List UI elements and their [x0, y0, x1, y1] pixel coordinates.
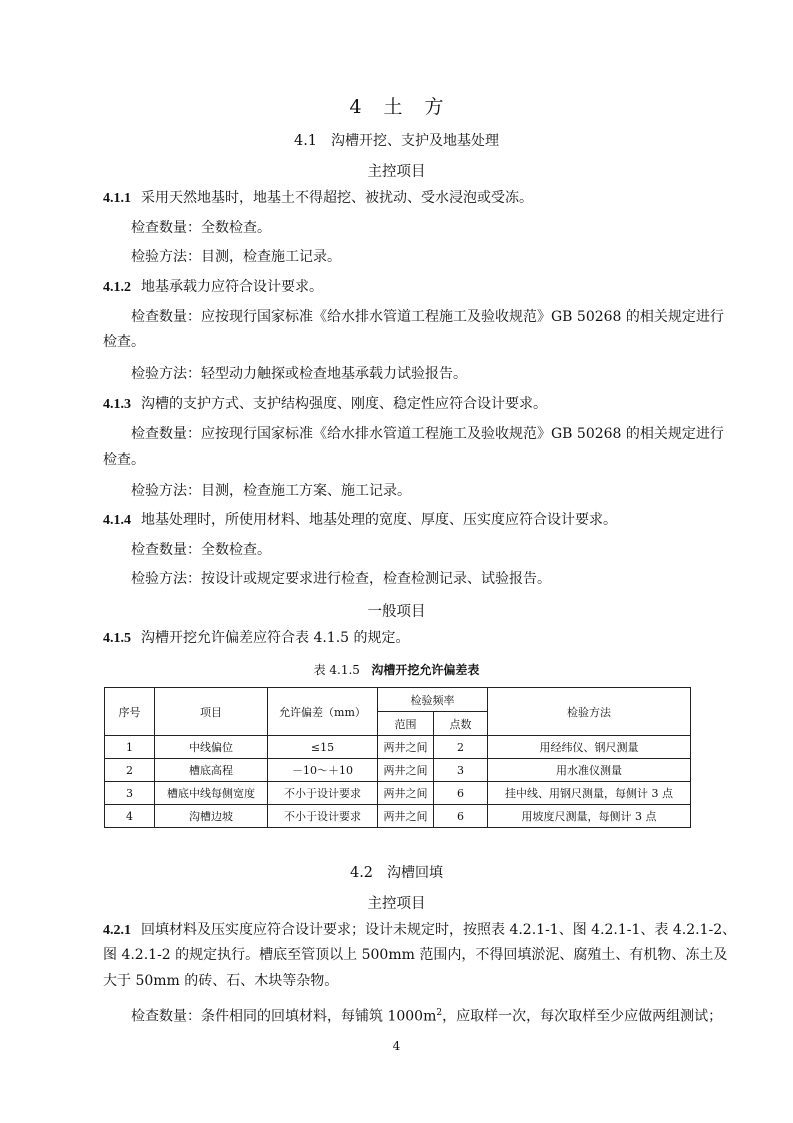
- section-4-2-title: [0, 862, 793, 882]
- header-range: 范围: [378, 712, 434, 736]
- cell-range: 两井之间: [378, 782, 434, 805]
- cell-range: 两井之间: [378, 759, 434, 782]
- section-number: 4.1: [293, 133, 318, 149]
- header-item: 项目: [155, 688, 268, 736]
- section-number: 4.2: [349, 865, 374, 881]
- clause-4-1-5: [103, 629, 693, 648]
- cell-method: 挂中线、用钢尺测量，每侧计 3 点: [488, 782, 691, 805]
- cell-method: 用水准仪测量: [488, 759, 691, 782]
- inspection-quantity: 检查数量：应按现行国家标准《给水排水管道工程施工及验收规范》GB 50268 的相关规定进行: [131, 309, 724, 325]
- table-row: [105, 736, 691, 759]
- inspection-method: 检验方法：目测，检查施工方案、施工记录。: [131, 483, 411, 499]
- header-points: 点数: [434, 712, 488, 736]
- clause-text: 回填材料及压实度应符合设计要求；设计未规定时，按照表 4.2.1-1、图 4.2.1-1、表 4.2.1-2、: [141, 922, 737, 938]
- header-frequency: 检验频率: [378, 688, 488, 712]
- inspection-method: 检验方法：目测，检查施工记录。: [131, 249, 341, 265]
- header-seq: 序号: [105, 688, 155, 736]
- qty-superscript: 2: [436, 1008, 443, 1018]
- inspection-quantity: 检查数量：全数检查。: [131, 542, 271, 558]
- deviation-table: [104, 687, 691, 828]
- clause-id: 4.2.1: [103, 923, 131, 938]
- clause-id: 4.1.2: [103, 280, 131, 295]
- table-caption: [0, 661, 793, 678]
- section-title: 沟槽开挖、支护及地基处理: [331, 133, 500, 149]
- page-number: 4: [392, 1039, 401, 1053]
- clause-4-1-3: [103, 395, 693, 414]
- cell-item: 沟槽边坡: [155, 805, 268, 828]
- cell-tolerance: 不小于设计要求: [268, 782, 378, 805]
- cell-points: 6: [434, 805, 488, 828]
- table-row: [105, 782, 691, 805]
- general-items-heading: 一般项目: [367, 604, 426, 620]
- cell-method: 用坡度尺测量，每侧计 3 点: [488, 805, 691, 828]
- main-items-heading: 主控项目: [367, 896, 426, 912]
- inspection-quantity: [131, 1004, 723, 1026]
- cell-item: 槽底高程: [155, 759, 268, 782]
- clause-id: 4.1.1: [103, 191, 131, 206]
- clause-4-2-1: [103, 921, 737, 940]
- inspection-quantity-cont: 检查。: [103, 452, 145, 468]
- inspection-quantity-cont: 检查。: [103, 334, 145, 350]
- section-4-1-title: [0, 130, 793, 150]
- clause-id: 4.1.3: [103, 397, 131, 412]
- section-title: 沟槽回填: [387, 865, 444, 881]
- clause-id: 4.1.5: [103, 631, 131, 646]
- clause-text: 采用天然地基时，地基土不得超挖、被扰动、受水浸泡或受冻。: [141, 190, 533, 206]
- qty-text-b: ，应取样一次，每次取样至少应做两组测试；: [442, 1008, 723, 1025]
- cell-item: 槽底中线每侧宽度: [155, 782, 268, 805]
- clause-id: 4.1.4: [103, 513, 131, 528]
- cell-seq: 1: [105, 736, 155, 759]
- clause-4-1-1: [103, 189, 693, 208]
- cell-item: 中线偏位: [155, 736, 268, 759]
- clause-text: 沟槽开挖允许偏差应符合表 4.1.5 的规定。: [141, 630, 410, 646]
- clause-4-1-2: [103, 278, 693, 297]
- inspection-quantity: 检查数量：全数检查。: [131, 220, 271, 236]
- header-method: 检验方法: [488, 688, 691, 736]
- inspection-method: 检验方法：按设计或规定要求进行检查，检查检测记录、试验报告。: [131, 571, 551, 587]
- cell-tolerance: －10～＋10: [268, 759, 378, 782]
- table-caption-number: 表 4.1.5: [313, 663, 360, 677]
- header-tolerance: 允许偏差（mm）: [268, 688, 378, 736]
- qty-text-a: 检查数量：条件相同的回填材料，每铺筑 1000m: [131, 1008, 437, 1025]
- cell-points: 2: [434, 736, 488, 759]
- clause-text: 地基承载力应符合设计要求。: [141, 279, 323, 295]
- cell-points: 3: [434, 759, 488, 782]
- clause-text: 地基处理时，所使用材料、地基处理的宽度、厚度、压实度应符合设计要求。: [141, 512, 617, 528]
- table-row: [105, 805, 691, 828]
- clause-text: 沟槽的支护方式、支护结构强度、刚度、稳定性应符合设计要求。: [141, 396, 547, 412]
- cell-tolerance: 不小于设计要求: [268, 805, 378, 828]
- cell-method: 用经纬仪、钢尺测量: [488, 736, 691, 759]
- cell-seq: 4: [105, 805, 155, 828]
- cell-seq: 2: [105, 759, 155, 782]
- cell-range: 两井之间: [378, 736, 434, 759]
- clause-4-1-4: [103, 511, 693, 530]
- table-caption-title: 沟槽开挖允许偏差表: [371, 663, 480, 677]
- cell-points: 6: [434, 782, 488, 805]
- clause-text-cont: 图 4.2.1-2 的规定执行。槽底至管顶以上 500mm 范围内，不得回填淤泥、腐殖土、有机物、冻土及: [103, 947, 728, 963]
- table-row: [105, 759, 691, 782]
- cell-seq: 3: [105, 782, 155, 805]
- cell-range: 两井之间: [378, 805, 434, 828]
- chapter-number: 4: [349, 96, 362, 118]
- chapter-title-char-2: 方: [424, 96, 444, 118]
- cell-tolerance: ≤15: [268, 736, 378, 759]
- inspection-method: 检验方法：轻型动力触探或检查地基承载力试验报告。: [131, 366, 467, 382]
- chapter-title-char-1: 土: [383, 96, 403, 118]
- chapter-title: [0, 92, 793, 119]
- clause-text-cont: 大于 50mm 的砖、石、木块等杂物。: [103, 973, 339, 989]
- main-items-heading: 主控项目: [367, 164, 426, 180]
- inspection-quantity: 检查数量：应按现行国家标准《给水排水管道工程施工及验收规范》GB 50268 的相关规定进行: [131, 426, 724, 442]
